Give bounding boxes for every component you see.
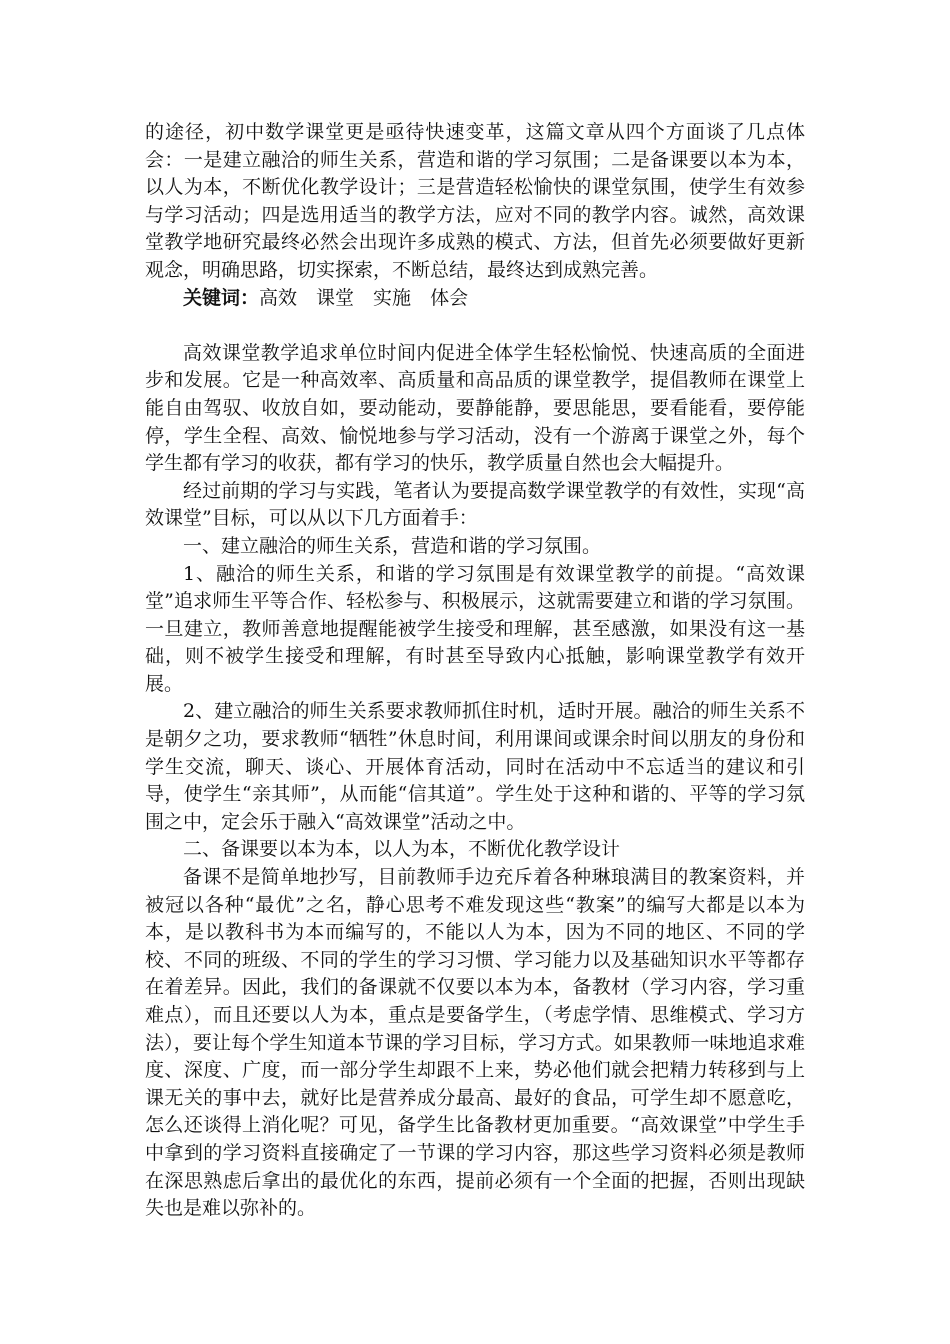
abstract-paragraph: 的途径，初中数学课堂更是亟待快速变革，这篇文章从四个方面谈了几点体会：一是建立融洽的师生关系，营造和谐的学习氛围；二是备课要以本为本，以人为本，不断优化教学设计；三是营造轻松愉快的课堂氛围，使学生有效参与学习活动；四是选用适当的教学方法，应对不同的教学内容。诚然，高效课堂教学地研究最终必然会出现许多成熟的模式、方法，但首先必须要做好更新观念，明确思路，切实探索，不断总结，最终达到成熟完善。 [145,121,805,281]
keyword-item: 体会 [430,286,469,309]
keyword-item: 实施 [373,286,412,309]
section-heading: 一、建立融洽的师生关系，营造和谐的学习氛围。 [183,534,602,557]
body-paragraph: 备课不是简单地抄写，目前教师手边充斥着各种琳琅满目的教案资料，并被冠以各种“最优”之名，静心思考不难发现这些“教案”的编写大都是以本为本，是以教科书为本而编写的，不能以人为本，因为不同的地区、不同的学校、不同的班级、不同的学生的学习习惯、学习能力以及基础知识水平等都存在着差异。因此，我们的备课就不仅要以本为本，备教材（学习内容，学习重难点），而且还要以人为本，重点是要备学生，（考虑学情、思维模式、学习方法），要让每个学生知道本节课的学习目标，学习方式。如果教师一味地追求难度、深度、广度，而一部分学生却跟不上来，势必他们就会把精力转移到与上课无关的事中去，就好比是营养成分最高、最好的食品，可学生却不愿意吃，怎么还谈得上消化呢？可见，备学生比备教材更加重要。“高效课堂”中学生手中拿到的学习资料直接确定了一节课的学习内容，那这些学习资料必须是教师在深思熟虑后拿出的最优化的东西，提前必须有一个全面的把握，否则出现缺失也是难以弥补的。 [145,866,805,1220]
keyword-item: 高效 [259,286,298,309]
body-paragraph: 高效课堂教学追求单位时间内促进全体学生轻松愉悦、快速高质的全面进步和发展。它是一种高效率、高质量和高品质的课堂教学，提倡教师在课堂上能自由驾驭、收放自如，要动能动，要静能静，要思能思，要看能看，要停能停，学生全程、高效、愉悦地参与学习活动，没有一个游离于课堂之外，每个学生都有学习的收获，都有学习的快乐，教学质量自然也会大幅提升。 [145,341,805,475]
keywords-line [145,285,805,313]
keyword-item: 课堂 [316,286,355,309]
article-body [145,119,805,1223]
keywords-label: 关键词： [183,286,260,309]
blank-line [145,312,805,340]
body-paragraph: 2、建立融洽的师生关系要求教师抓住时机，适时开展。融洽的师生关系不是朝夕之功，要求教师“牺牲”休息时间，利用课间或课余时间以朋友的身份和学生交流，聊天、谈心、开展体育活动，同时在活动中不忘适当的建议和引导，使学生“亲其师”，从而能“信其道”。学生处于这种和谐的、平等的学习氛围之中，定会乐于融入“高效课堂”活动之中。 [145,700,805,833]
body-paragraph: 1、融洽的师生关系，和谐的学习氛围是有效课堂教学的前提。“高效课堂”追求师生平等合作、轻松参与、积极展示，这就需要建立和谐的学习氛围。一旦建立，教师善意地提醒能被学生接受和理解，甚至感激，如果没有这一基础，则不被学生接受和理解，有时甚至导致内心抵触，影响课堂教学有效开展。 [145,562,805,695]
body-paragraph: 经过前期的学习与实践，笔者认为要提高数学课堂教学的有效性，实现“高效课堂”目标，可以从以下几方面着手： [145,479,805,530]
section-heading: 二、备课要以本为本，以人为本，不断优化教学设计 [183,838,621,861]
